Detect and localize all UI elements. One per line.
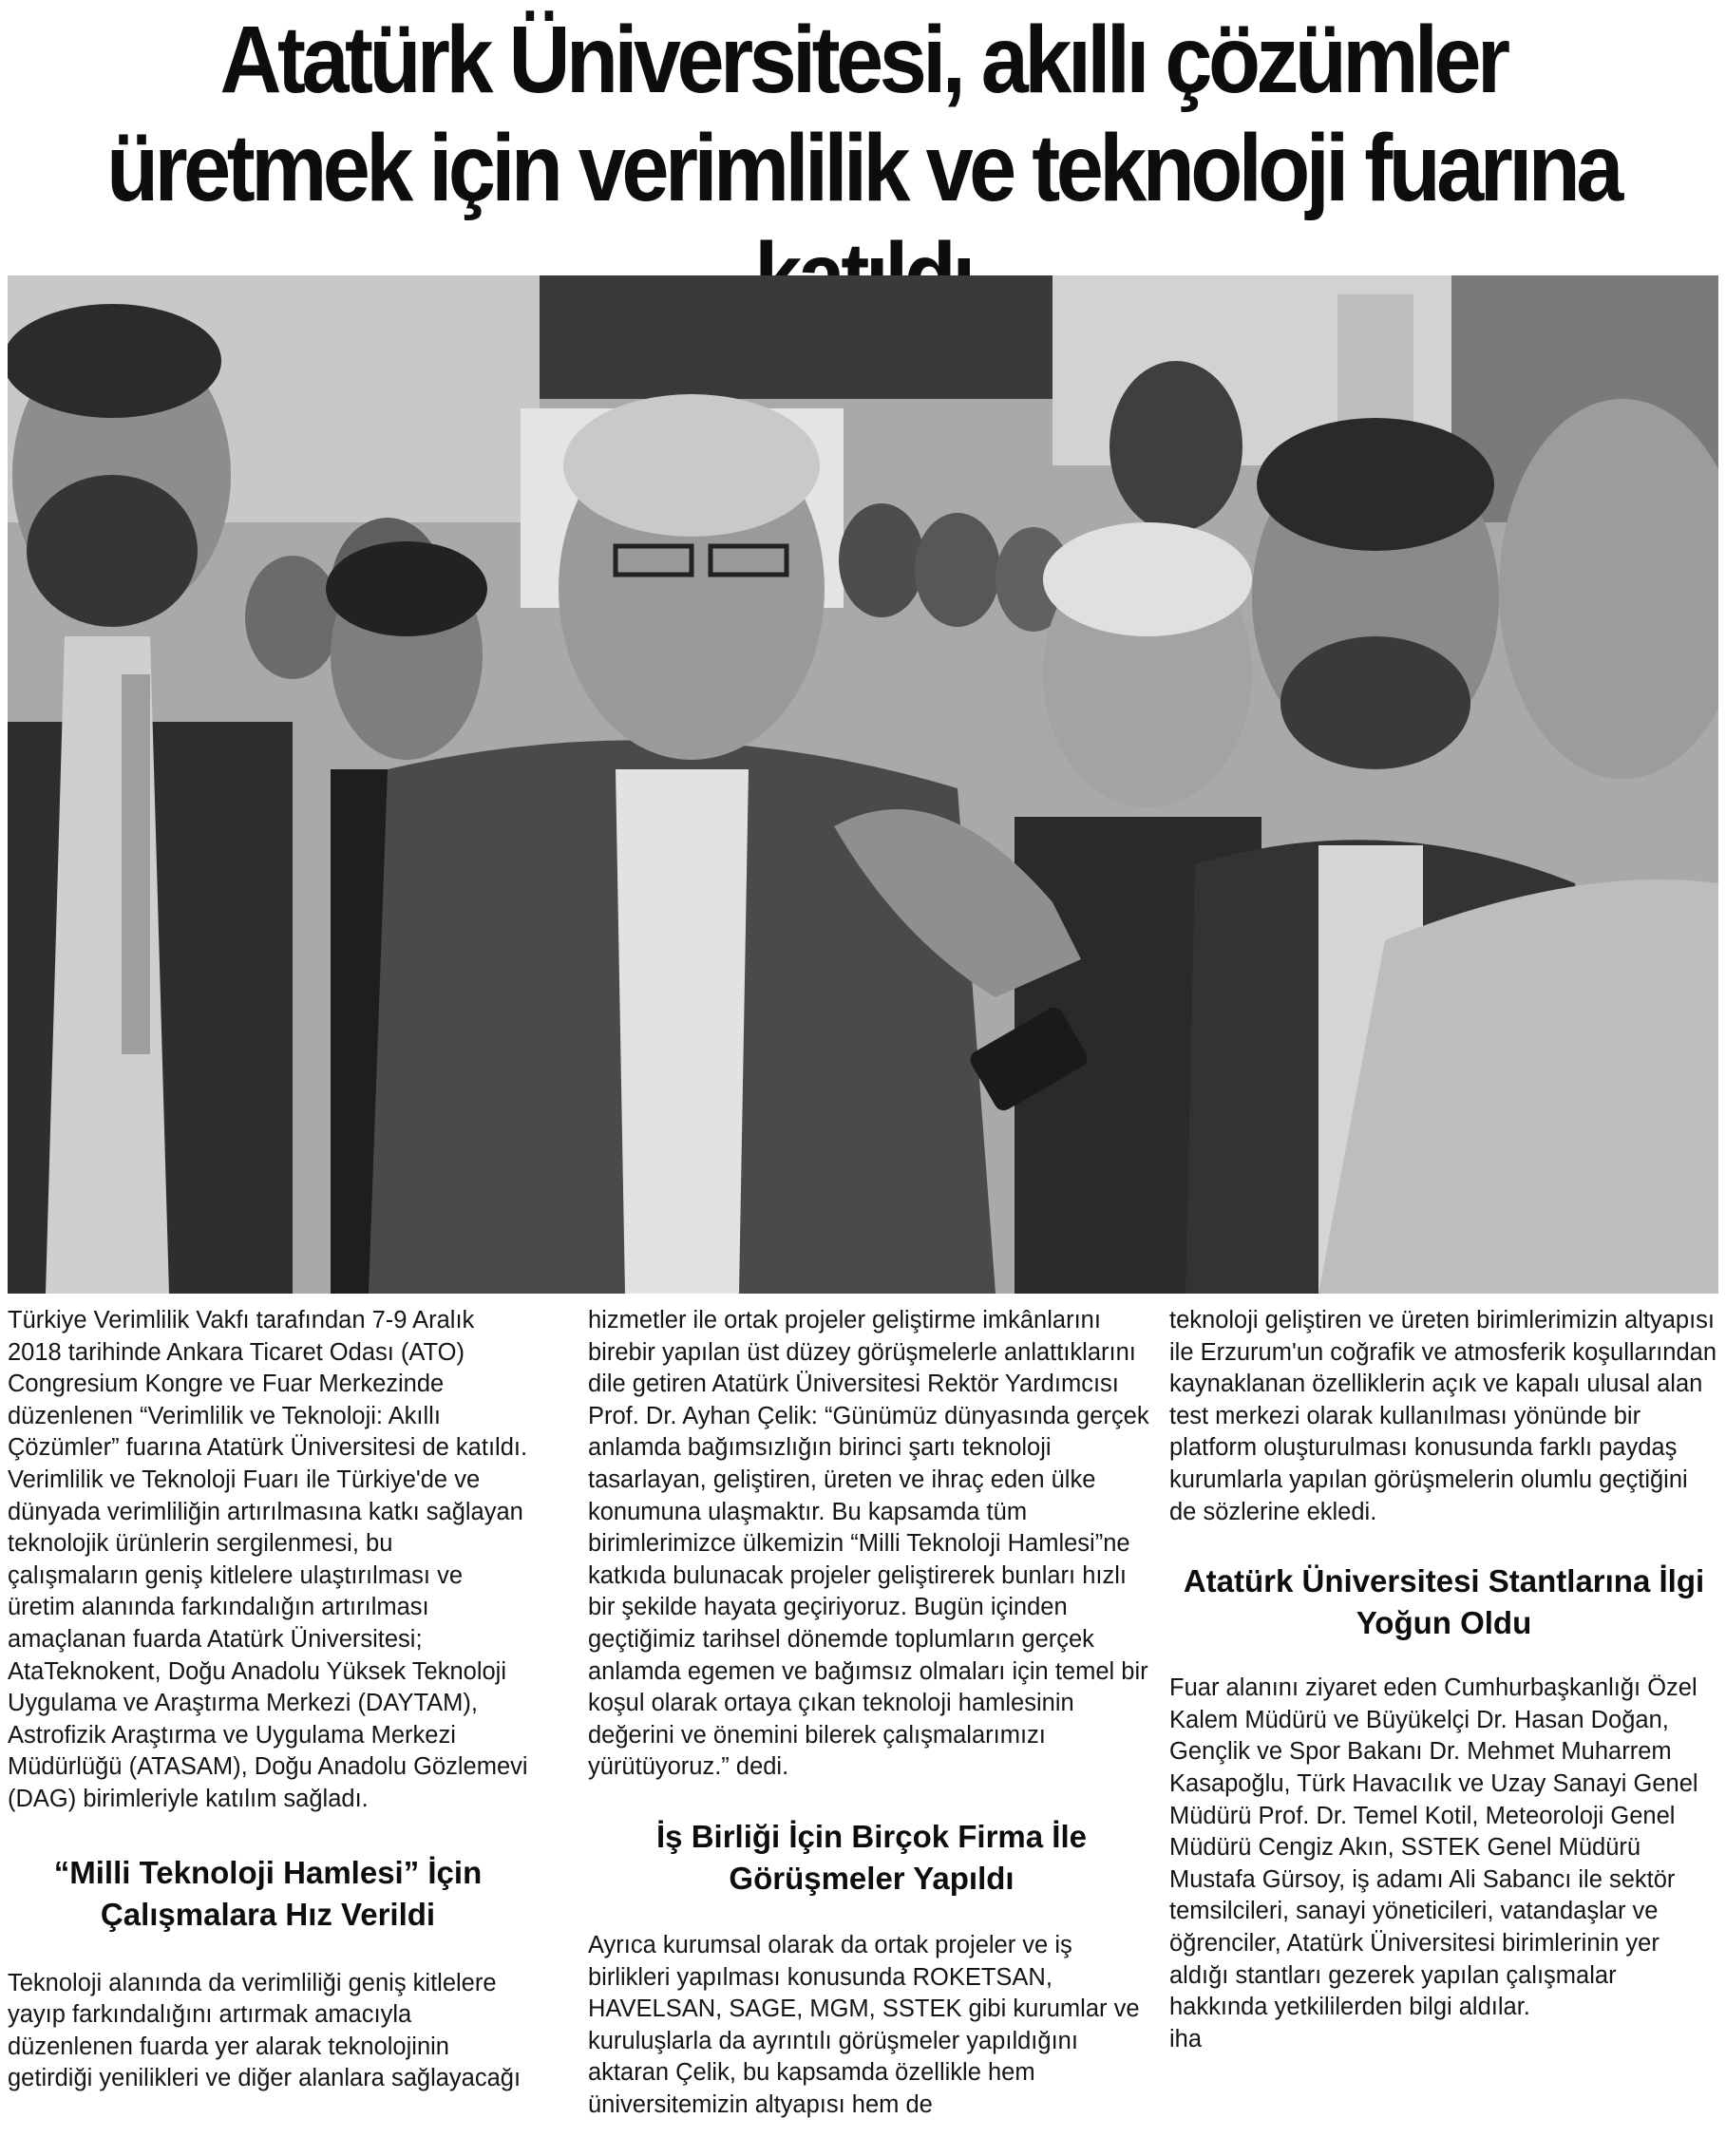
paragraph: hizmetler ile ortak projeler geliştirme imkânlarını birebir yapılan üst düzey görüşmelerle anlattıklarını dile getiren Atatürk Üniversitesi Rektör Yardımcısı Prof. Dr. Ayhan Çelik: “Günümüz dünyasında gerçek anlamda bağımsızlığın birinci şartı teknoloji tasarlayan, geliştiren, üreten ve ihraç eden ülke konumuna ulaşmaktır. Bu kapsamda tüm birimlerimizce ülkemizin “Milli Teknoloji Hamlesi”ne katkıda bulunacak projeler geliştirerek bunları hızlı bir şekilde hayata geçiriyoruz. Bugün içinden geçtiğimiz tarihsel dönemde toplumların gerçek anlamda egemen ve bağımsız olmaları için temel bir koşul olarak ortaya çıkan teknoloji hamlesinin değerini ve önemini bilerek çalışmalarımızı yürütüyoruz.” dedi.: [588, 1307, 1149, 1781]
source-credit: iha: [1169, 2025, 1203, 2052]
subheading: “Milli Teknoloji Hamlesi” İçin Çalışmalara Hız Verildi: [53, 1854, 483, 1932]
paragraph: Teknoloji alanında da verimliliği geniş kitlelere yayıp farkındalığını artırmak amacıyla düzenlenen fuarda yer alarak teknolojinin getirdiği yenilikleri ve diğer alanlara sağlayacağı: [8, 1969, 522, 2092]
paragraph: teknoloji geliştiren ve üreten birimlerimizin altyapısı ile Erzurum'un coğrafik ve atmosferik koşullarından kaynaklanan özelliklerin açık ve kapalı ulusal alan test merkezi olarak kullanılması yönünde bir platform oluşturulması konusunda farklı paydaş kurumlarla yapılan görüşmelerin olumlu geçtiğini de sözlerine ekledi.: [1169, 1307, 1717, 1525]
article-column-1: [8, 1305, 528, 2150]
article-headline: Atatürk Üniversitesi, akıllı çözümler üretmek için verimlilik ve teknoloji fuarına: [106, 7, 1620, 221]
subheading: Atatürk Üniversitesi Stantlarına İlgi Yoğun Oldu: [1183, 1563, 1705, 1641]
news-photo: [8, 275, 1718, 1294]
paragraph: Verimlilik ve Teknoloji Fuarı ile Türkiye'de ve dünyada verimliliğin artırılmasına katkı sağlayan teknolojik ürünlerin sergilenmesi, bu çalışmaların geniş kitlelere ulaştırılması ve üretim alanında farkındalığın artırılması amaçlanan fuarda Atatürk Üniversitesi; AtaTeknokent, Doğu Anadolu Yüksek Teknoloji Uygulama ve Araştırma Merkezi (DAYTAM), Astrofizik Araştırma ve Uygulama Merkezi Müdürlüğü (ATASAM), Doğu Anadolu Gözlemevi (DAG) birimleriyle katılım sağladı.: [8, 1466, 528, 1812]
paragraph: Fuar alanını ziyaret eden Cumhurbaşkanlığı Özel Kalem Müdürü ve Büyükelçi Dr. Hasan Doğan, Gençlik ve Spor Bakanı Dr. Mehmet Muharrem Kasapoğlu, Türk Havacılık ve Uzay Sanayi Genel Müdürü Prof. Dr. Temel Kotil, Meteoroloji Genel Müdürü Cengiz Akın, SSTEK Genel Müdürü Mustafa Gürsoy, iş adamı Ali Sabancı ile sektör temsilcileri, sanayi yöneticileri, vatandaşlar ve öğrenciler, Atatürk Üniversitesi birimlerinin yer aldığı stantları gezerek yapılan çalışmalar hakkında yetkililerden bilgi aldılar.: [1169, 1674, 1698, 2021]
article-column-2: [588, 1305, 1155, 2150]
paragraph: Ayrıca kurumsal olarak da ortak projeler ve iş birlikleri yapılması konusunda ROKETSAN, HAVELSAN, SAGE, MGM, SSTEK gibi kurumlar ve kuruluşlarla da ayrıntılı görüşmeler yapıldığını aktaran Çelik, bu kapsamda özellikle hem üniversitemizin altyapısı hem de: [588, 1931, 1140, 2118]
article-column-3: [1169, 1305, 1718, 2150]
paragraph: Türkiye Verimlilik Vakfı tarafından 7-9 Aralık 2018 tarihinde Ankara Ticaret Odası (ATO) Congresium Kongre ve Fuar Merkezinde düzenlenen “Verimlilik ve Teknoloji: Akıllı Çözümler” fuarına Atatürk Üniversitesi de katıldı.: [8, 1307, 528, 1462]
subheading: İş Birliği İçin Birçok Firma İle Görüşmeler Yapıldı: [656, 1818, 1087, 1896]
